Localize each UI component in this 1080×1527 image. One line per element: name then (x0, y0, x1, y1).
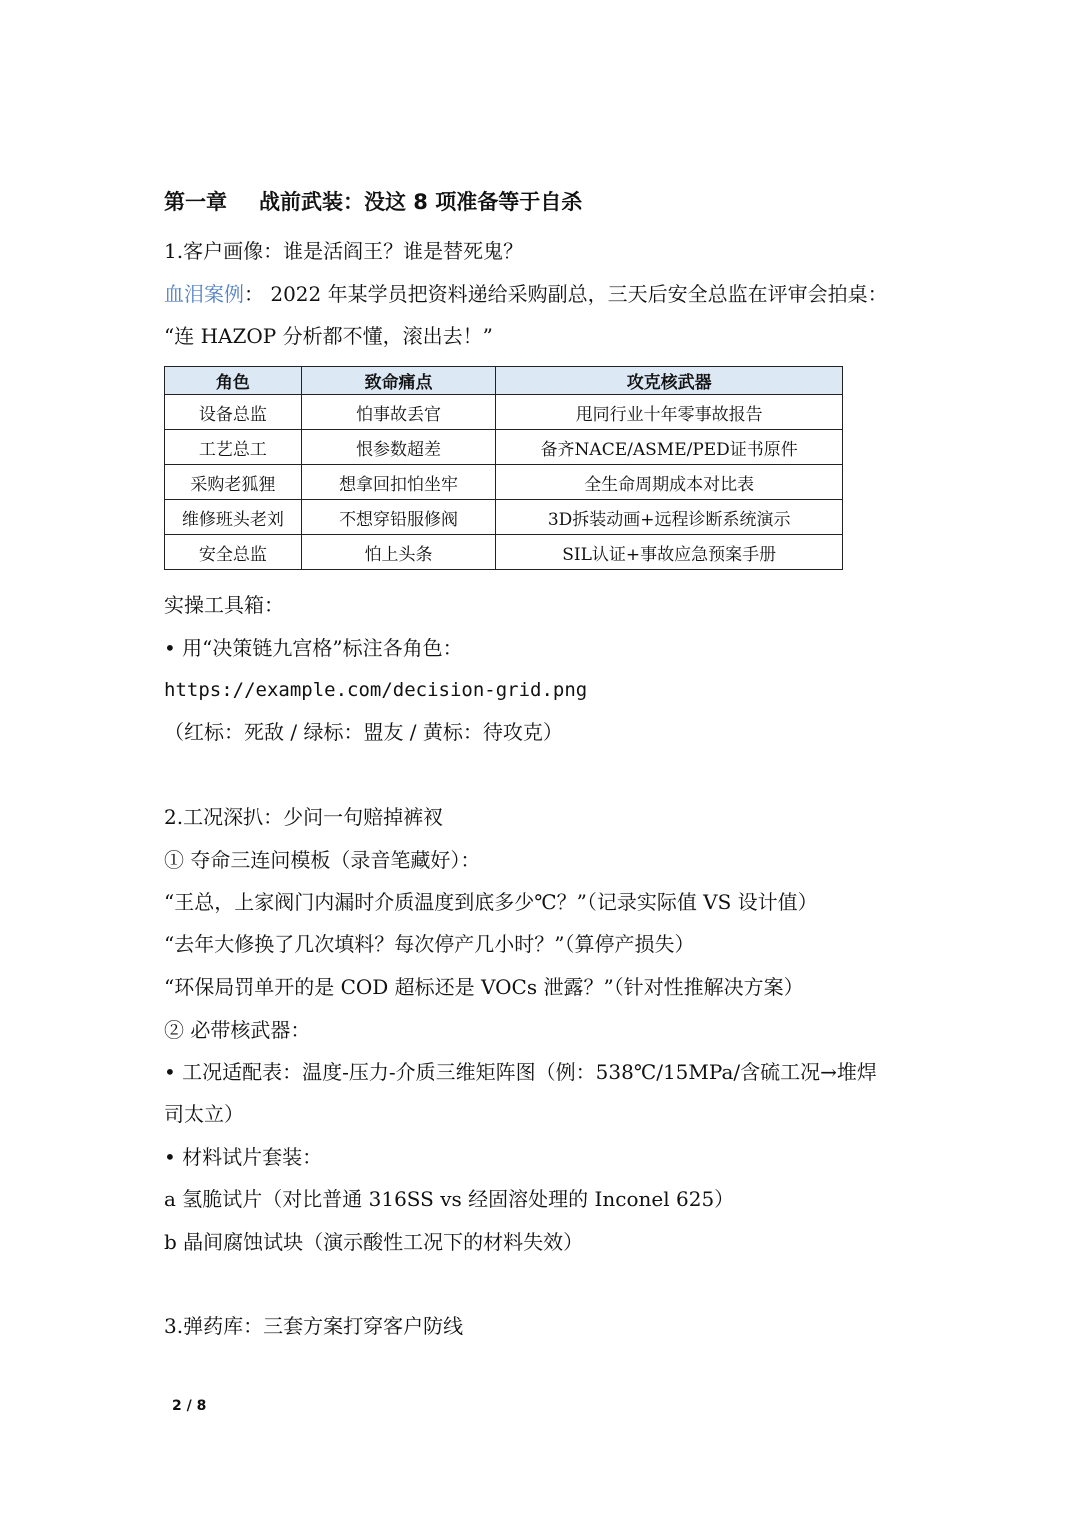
table-cell: 想拿回扣怕坐牢 (301, 465, 496, 500)
table-header-row (165, 367, 843, 395)
table-header-pain: 致命痛点 (301, 367, 496, 395)
toolbox-url: https://example.com/decision-grid.png (164, 679, 588, 701)
table-cell: 备齐NACE/ASME/PED证书原件 (496, 430, 843, 465)
table-cell: 工艺总工 (165, 430, 302, 465)
table-cell: 3D拆装动画+远程诊断系统演示 (496, 500, 843, 535)
question-3: “环保局罚单开的是 COD 超标还是 VOCs 泄露？”（针对性推解决方案） (164, 975, 804, 999)
bullet-2b: b 晶间腐蚀试块（演示酸性工况下的材料失效） (164, 1230, 584, 1254)
table-cell: SIL认证+事故应急预案手册 (496, 535, 843, 570)
roles-table (164, 366, 843, 570)
step-1: ① 夺命三连问模板（录音笔藏好）： (164, 848, 481, 872)
table-cell: 采购老狐狸 (165, 465, 302, 500)
bullet-2: • 材料试片套装： (164, 1145, 323, 1169)
case-label: 血泪案例 (164, 282, 244, 306)
section-2-heading: 2.工况深扒：少问一句赔掉裤衩 (164, 805, 444, 829)
table-cell: 安全总监 (165, 535, 302, 570)
section-1-heading: 1.客户画像：谁是活阎王？谁是替死鬼？ (164, 239, 524, 263)
table-header-role: 角色 (165, 367, 302, 395)
question-1: “王总，上家阀门内漏时介质温度到底多少℃？”（记录实际值 VS 设计值） (164, 890, 818, 914)
section-3-heading: 3.弹药库：三套方案打穿客户防线 (164, 1314, 464, 1338)
case-paragraph (164, 280, 888, 308)
bullet-1-line-2: 司太立） (164, 1102, 244, 1126)
page-number: 2 / 8 (172, 1398, 207, 1414)
toolbox-title: 实操工具箱： (164, 593, 284, 617)
chapter-heading (164, 188, 582, 216)
table-cell: 不想穿铅服修阀 (301, 500, 496, 535)
table-row (165, 465, 843, 500)
table-cell: 怕事故丢官 (301, 395, 496, 430)
chapter-label: 第一章 (164, 190, 227, 214)
toolbox-legend: （红标：死敌 / 绿标：盟友 / 黄标：待攻克） (164, 720, 563, 744)
case-quote: “连 HAZOP 分析都不懂，滚出去！” (164, 324, 493, 348)
bullet-1-line-1: • 工况适配表：温度-压力-介质三维矩阵图（例：538℃/15MPa/含硫工况→堆焊 (164, 1060, 877, 1084)
table-row (165, 395, 843, 430)
question-2: “去年大修换了几次填料？每次停产几小时？”（算停产损失） (164, 932, 695, 956)
step-2: ② 必带核武器： (164, 1018, 311, 1042)
table-row (165, 430, 843, 465)
toolbox-item: • 用“决策链九宫格”标注各角色： (164, 636, 463, 660)
table-cell: 怕上头条 (301, 535, 496, 570)
bullet-2a: a 氢脆试片（对比普通 316SS vs 经固溶处理的 Inconel 625） (164, 1187, 735, 1211)
case-text: ： 2022 年某学员把资料递给采购副总，三天后安全总监在评审会拍桌： (244, 282, 888, 306)
table-cell: 设备总监 (165, 395, 302, 430)
table-row (165, 500, 843, 535)
table-cell: 维修班头老刘 (165, 500, 302, 535)
table-header-weapon: 攻克核武器 (496, 367, 843, 395)
table-row (165, 535, 843, 570)
table-cell: 恨参数超差 (301, 430, 496, 465)
table-cell: 全生命周期成本对比表 (496, 465, 843, 500)
chapter-title: 战前武装：没这 8 项准备等于自杀 (259, 190, 583, 214)
table-cell: 甩同行业十年零事故报告 (496, 395, 843, 430)
